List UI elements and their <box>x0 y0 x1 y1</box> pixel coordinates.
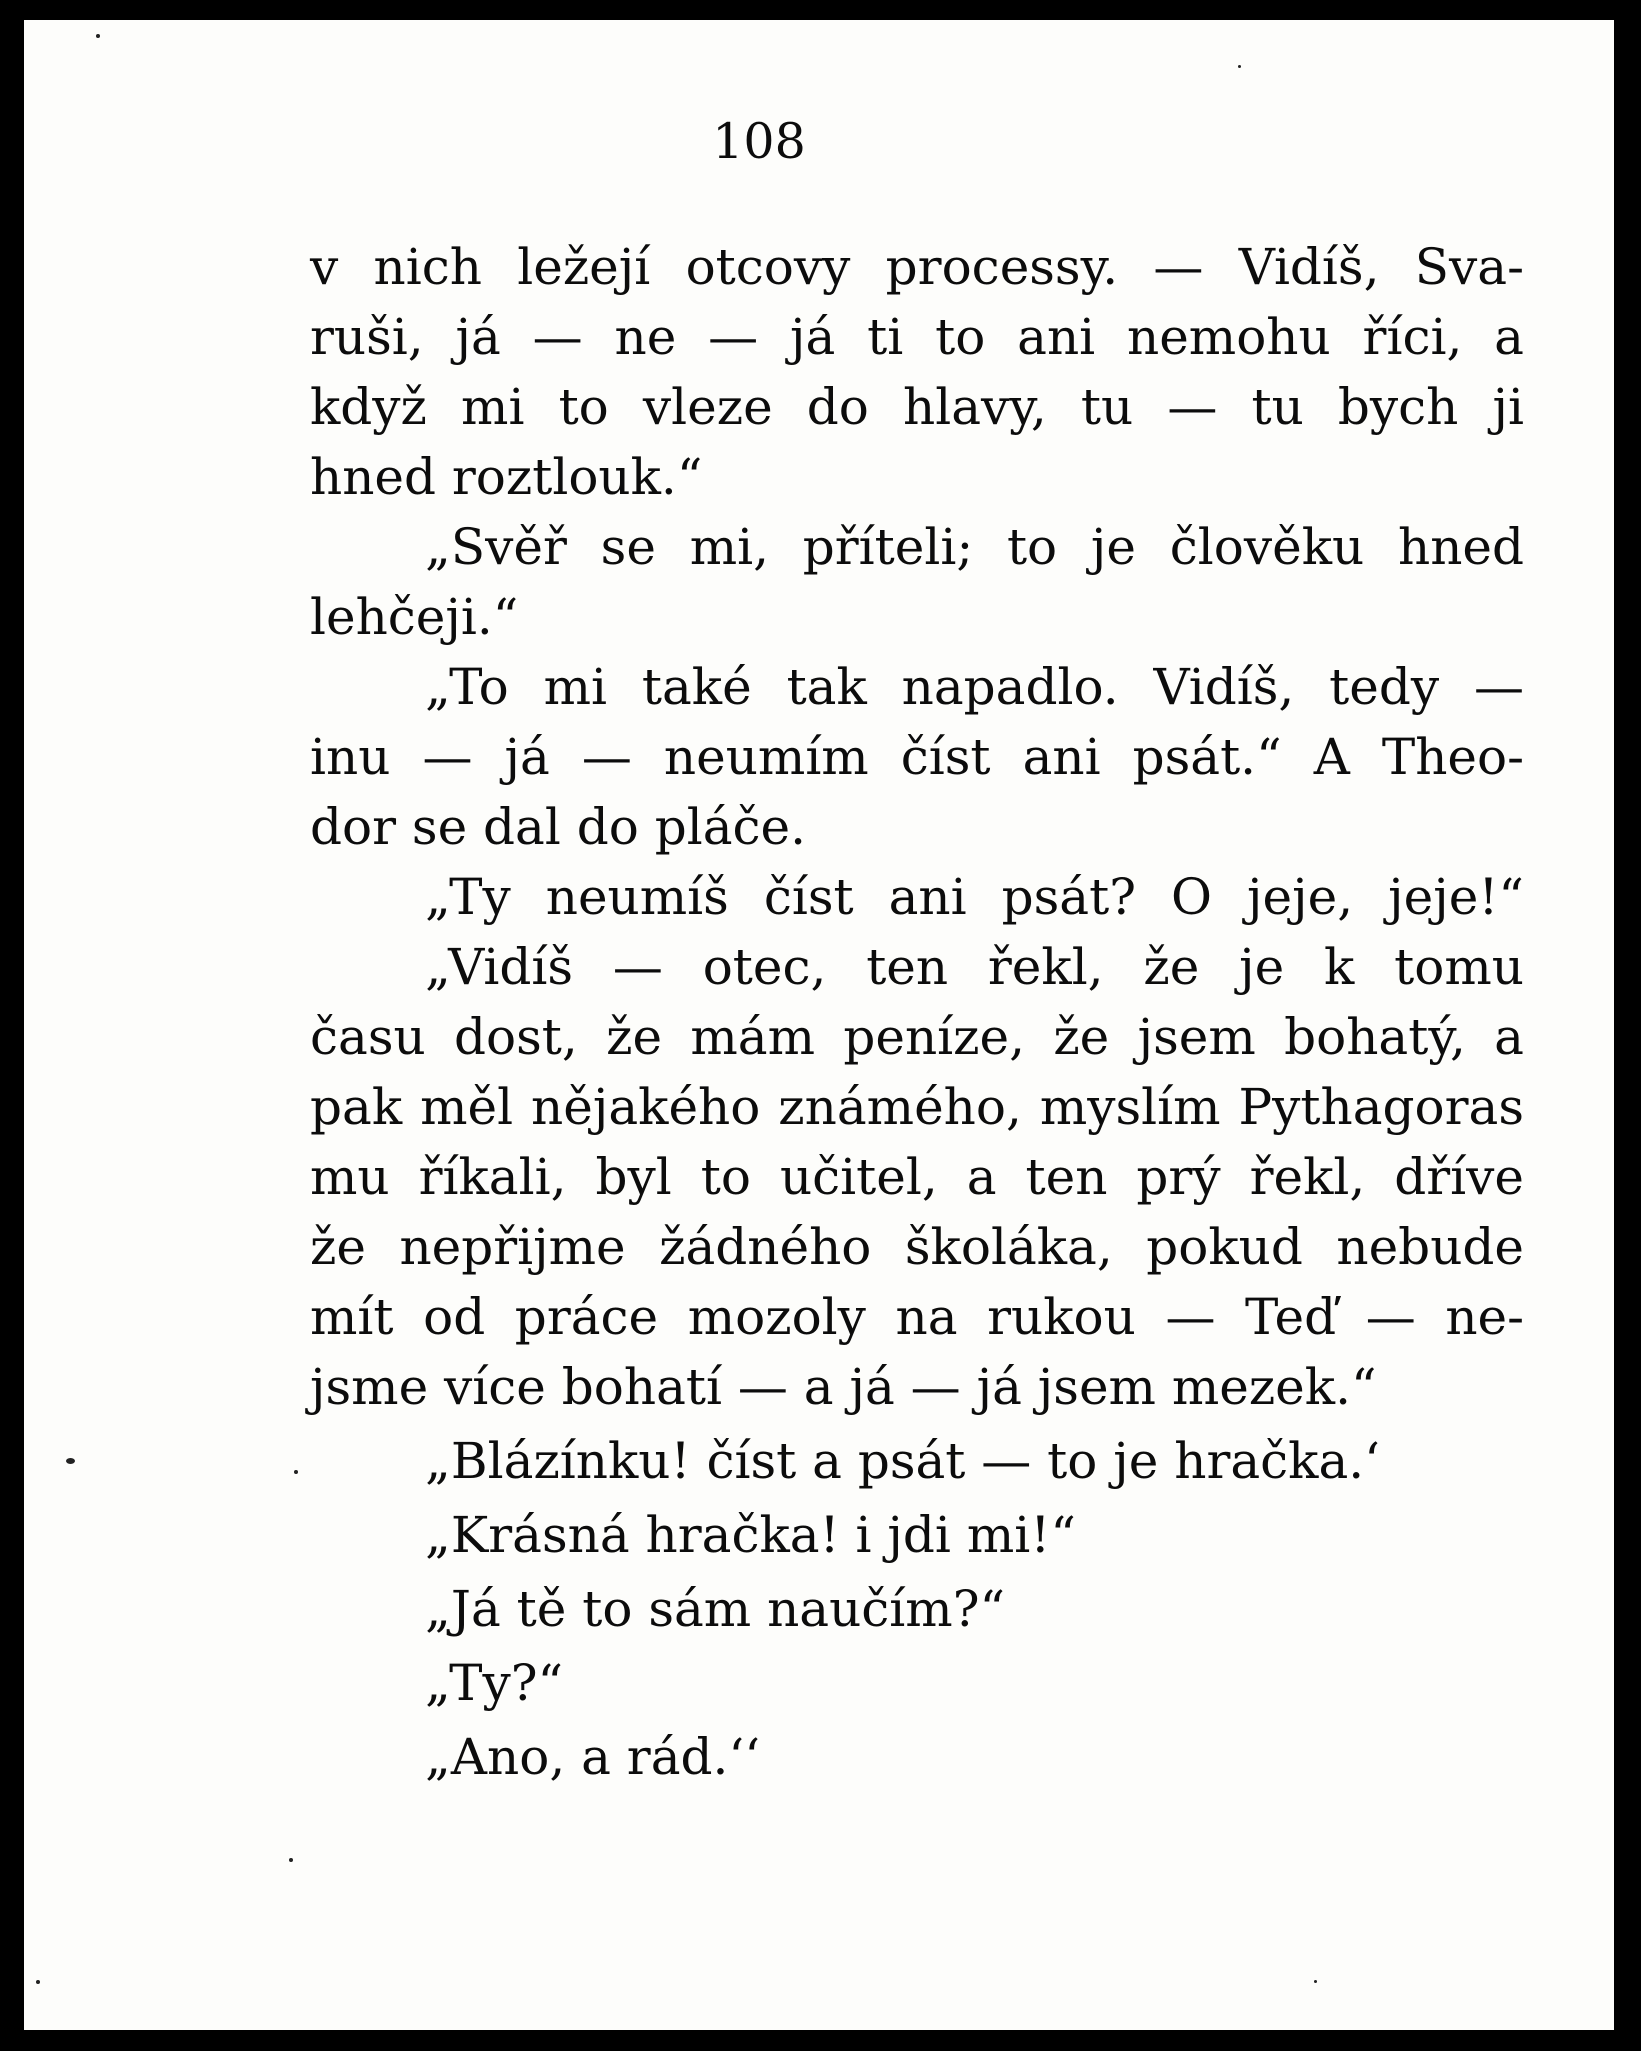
text-line: dor se dal do pláče. <box>310 798 807 856</box>
text-line: mu říkali, byl to učitel, a ten prý řekl, dříve <box>310 1148 1524 1206</box>
scan-speck <box>36 1980 40 1984</box>
paragraph <box>310 862 1524 932</box>
scan-speck <box>1314 1980 1317 1983</box>
paragraph <box>310 232 1524 512</box>
paragraph <box>310 932 1524 1422</box>
text-line: „Ty?“ <box>425 1654 564 1712</box>
text-line: „Svěř se mi, příteli; to je člověku hned <box>425 518 1524 576</box>
text-line: „Krásná hračka! i jdi mi!“ <box>425 1506 1076 1564</box>
text-line: „Vidíš — otec, ten řekl, že je k tomu <box>425 938 1524 996</box>
text-line: když mi to vleze do hlavy, tu — tu bych ji <box>310 378 1524 436</box>
paragraph <box>310 652 1524 862</box>
scan-speck <box>294 1470 298 1474</box>
text-line: jsme více bohatí — a já — já jsem mezek.“ <box>310 1358 1377 1416</box>
paragraph <box>310 1722 1524 1792</box>
text-line: „Blázínku! číst a psát — to je hračka.‘ <box>425 1432 1381 1490</box>
text-line: v nich ležejí otcovy processy. — Vidíš, Sva- <box>310 238 1524 296</box>
paragraph <box>310 1500 1524 1570</box>
scan-speck <box>1238 65 1241 68</box>
scan-speck <box>66 1458 75 1464</box>
scan-speck <box>96 34 100 38</box>
text-line: lehčeji.“ <box>310 588 519 646</box>
text-line: „Ty neumíš číst ani psát? O jeje, jeje!“ <box>425 868 1524 926</box>
body-text <box>310 232 1524 1792</box>
text-line: hned roztlouk.“ <box>310 448 703 506</box>
text-line: „Já tě to sám naučím?“ <box>425 1580 1006 1638</box>
text-line: času dost, že mám peníze, že jsem bohatý, a <box>310 1008 1524 1066</box>
book-page <box>24 20 1614 2030</box>
text-line: „To mi také tak napadlo. Vidíš, tedy — <box>425 658 1524 716</box>
text-line: mít od práce mozoly na rukou — Teď — ne- <box>310 1288 1524 1346</box>
text-line: že nepřijme žádného školáka, pokud nebude <box>310 1218 1524 1276</box>
scan-speck <box>289 1858 293 1862</box>
paragraph <box>310 512 1524 652</box>
paragraph <box>310 1648 1524 1718</box>
text-line: ruši, já — ne — já ti to ani nemohu říci, a <box>310 308 1524 366</box>
text-line: pak měl nějakého známého, myslím Pythagoras <box>310 1078 1524 1136</box>
paragraph <box>310 1426 1524 1496</box>
text-line: „Ano, a rád.‘‘ <box>425 1728 761 1786</box>
text-line: inu — já — neumím číst ani psát.“ A Theo- <box>310 728 1524 786</box>
page-number: 108 <box>712 113 806 170</box>
paragraph <box>310 1574 1524 1644</box>
